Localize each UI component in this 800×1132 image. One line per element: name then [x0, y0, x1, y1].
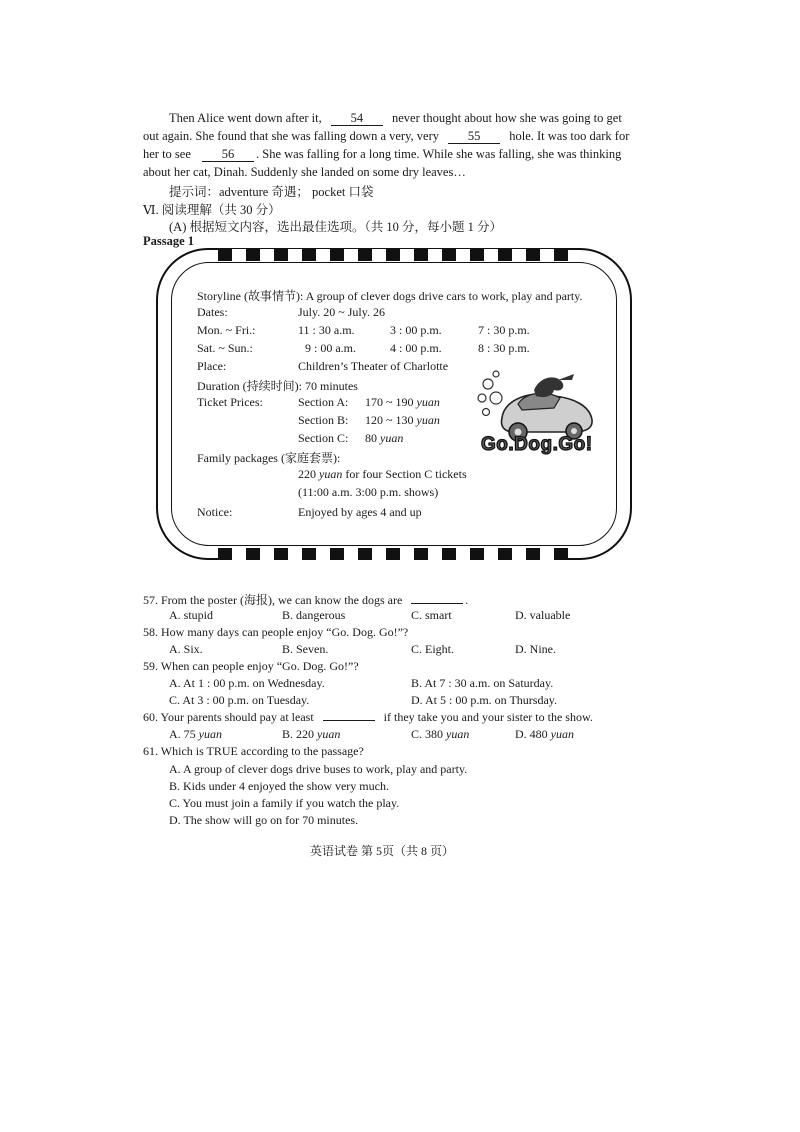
section-b-label: Section B:: [298, 413, 349, 427]
cloze-hint: 提示词：adventure 奇遇； pocket 口袋: [169, 185, 374, 199]
q61-option-c[interactable]: C. You must join a family if you watch the play.: [169, 796, 400, 810]
q57-option-b[interactable]: B. dangerous: [282, 608, 346, 622]
section-instruction: (A) 根据短文内容，选出最佳选项。（共 10 分，每小题 1 分）: [169, 220, 502, 234]
q60-option-d[interactable]: D. 480 yuan: [515, 727, 574, 741]
q61-option-d[interactable]: D. The show will go on for 70 minutes.: [169, 813, 359, 827]
poster-storyline: Storyline (故事情节): A group of clever dogs drive cars to work, play and party.: [197, 289, 583, 303]
weekday-time-1: 11 : 30 a.m.: [298, 323, 355, 337]
notice-label: Notice:: [197, 505, 233, 519]
q59-stem: 59. When can people enjoy “Go. Dog. Go!”?: [143, 659, 359, 673]
family-line-2: (11:00 a.m. 3:00 p.m. shows): [298, 485, 439, 499]
blank-54: 54: [331, 112, 383, 126]
q59-option-a[interactable]: A. At 1 : 00 p.m. on Wednesday.: [169, 676, 325, 690]
place-label: Place:: [197, 359, 227, 373]
q57-blank: [411, 603, 463, 604]
poster-checker-bottom: [218, 548, 568, 560]
section-title: Ⅵ. 阅读理解（共 30 分）: [143, 203, 281, 217]
weekday-label: Mon. ~ Fri.:: [197, 323, 256, 337]
q58-option-a[interactable]: A. Six.: [169, 642, 203, 656]
q59-option-d[interactable]: D. At 5 : 00 p.m. on Thursday.: [411, 693, 557, 707]
section-a-label: Section A:: [298, 395, 349, 409]
cloze-line-2: out again. She found that she was falling down a very, very 55 hole. It was too dark for: [143, 129, 630, 143]
poster-checker-top: [218, 249, 568, 261]
section-c-label: Section C:: [298, 431, 349, 445]
passage-label: Passage 1: [143, 234, 195, 248]
section-c-price: 80 yuan: [365, 431, 404, 445]
q61-stem: 61. Which is TRUE according to the passage?: [143, 744, 364, 758]
q58-option-d[interactable]: D. Nine.: [515, 642, 556, 656]
q59-option-c[interactable]: C. At 3 : 00 p.m. on Tuesday.: [169, 693, 310, 707]
dates-value: July. 20 ~ July. 26: [298, 305, 385, 319]
blank-56: 56: [202, 148, 254, 162]
q57-option-c[interactable]: C. smart: [411, 608, 452, 622]
place-value: Children’s Theater of Charlotte: [298, 359, 449, 373]
blank-55: 55: [448, 130, 500, 144]
cloze-line-1: Then Alice went down after it, 54 never thought about how she was going to get: [169, 111, 622, 125]
family-label: Family packages (家庭套票):: [197, 451, 341, 465]
q57-option-a[interactable]: A. stupid: [169, 608, 214, 622]
q58-option-b[interactable]: B. Seven.: [282, 642, 329, 656]
q57-option-d[interactable]: D. valuable: [515, 608, 571, 622]
weekday-time-2: 3 : 00 p.m.: [390, 323, 442, 337]
weekday-time-3: 7 : 30 p.m.: [478, 323, 530, 337]
q61-option-a[interactable]: A. A group of clever dogs drive buses to work, play and party.: [169, 762, 468, 776]
duration: Duration (持续时间): 70 minutes: [197, 379, 358, 393]
prices-label: Ticket Prices:: [197, 395, 263, 409]
q60-option-a[interactable]: A. 75 yuan: [169, 727, 222, 741]
section-b-price: 120 ~ 130 yuan: [365, 413, 440, 427]
family-line-1: 220 yuan for four Section C tickets: [298, 467, 467, 481]
q60-blank: [323, 720, 375, 721]
q57-stem: 57. From the poster (海报), we can know the dogs are .: [143, 593, 469, 607]
dates-label: Dates:: [197, 305, 228, 319]
cloze-line-4: about her cat, Dinah. Suddenly she landed on some dry leaves…: [143, 165, 466, 179]
q59-option-b[interactable]: B. At 7 : 30 a.m. on Saturday.: [411, 676, 554, 690]
weekend-time-1: 9 : 00 a.m.: [305, 341, 356, 355]
q61-option-b[interactable]: B. Kids under 4 enjoyed the show very much.: [169, 779, 389, 793]
page-footer: 英语试卷 第 5页（共 8 页）: [310, 844, 455, 858]
notice-value: Enjoyed by ages 4 and up: [298, 505, 422, 519]
q58-stem: 58. How many days can people enjoy “Go. Dog. Go!”?: [143, 625, 409, 639]
q60-stem: 60. Your parents should pay at least if they take you and your sister to the show.: [143, 710, 593, 724]
weekend-label: Sat. ~ Sun.:: [197, 341, 253, 355]
weekend-time-2: 4 : 00 p.m.: [390, 341, 442, 355]
section-a-price: 170 ~ 190 yuan: [365, 395, 440, 409]
logo-text: Go.Dog.Go!: [481, 434, 593, 455]
q58-option-c[interactable]: C. Eight.: [411, 642, 455, 656]
q60-option-b[interactable]: B. 220 yuan: [282, 727, 341, 741]
weekend-time-3: 8 : 30 p.m.: [478, 341, 530, 355]
q60-option-c[interactable]: C. 380 yuan: [411, 727, 470, 741]
cloze-line-3: her to see 56 . She was falling for a long time. While she was falling, she was thinking: [143, 147, 622, 161]
